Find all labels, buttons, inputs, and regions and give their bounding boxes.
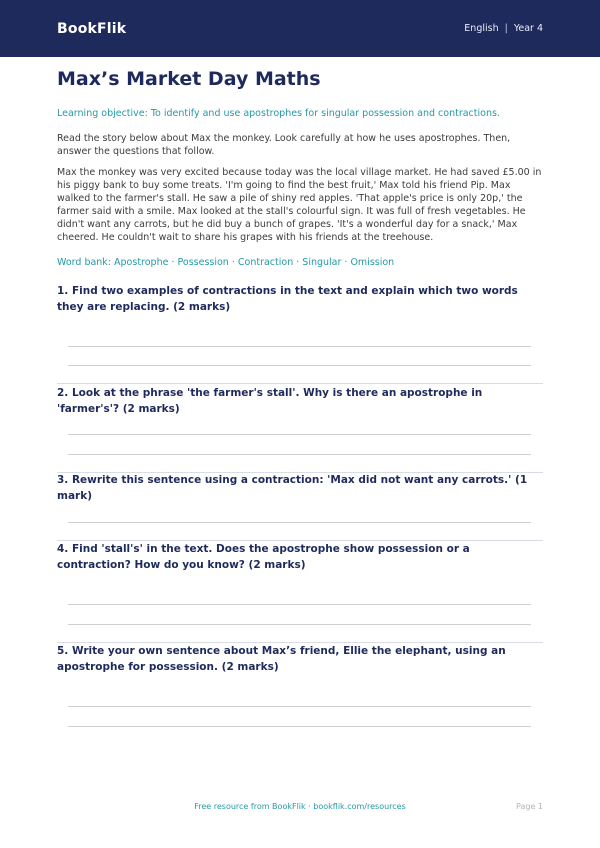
answer-line[interactable] bbox=[68, 434, 531, 435]
page-title: Max’s Market Day Maths bbox=[57, 68, 321, 90]
question-3: 3. Rewrite this sentence using a contraction: 'Max did not want any carrots.' (1 mark) bbox=[57, 474, 528, 502]
answer-line[interactable] bbox=[68, 706, 531, 707]
answer-line[interactable] bbox=[68, 365, 531, 366]
question-1: 1. Find two examples of contractions in the text and explain which two words they are replacing. (2 marks) bbox=[57, 285, 518, 313]
year-label: Year 4 bbox=[513, 23, 543, 34]
story-text: Max the monkey was very excited because today was the local village market. He had saved £5.00 in his piggy bank to buy some treats. 'I'm going to find the best fruit,' Max told his friend Pip. Max walked to the farmer's stall. He saw a pile of shiny red apples. 'That apple's price is only 20p,' the farmer said with a smile. Max looked at the stall's colourful sign. It was full of fresh vegetables. He didn't want any carrots, but he did buy a bunch of grapes. 'It's a wonderful day for a snack,' Max cheered. He couldn't wait to share his grapes with his friends at the treehouse. bbox=[57, 167, 542, 243]
word-bank: Word bank: Apostrophe · Possession · Contraction · Singular · Omission bbox=[57, 257, 395, 268]
question-5: 5. Write your own sentence about Max’s friend, Ellie the elephant, using an apostrophe for possession. (2 marks) bbox=[57, 645, 506, 673]
answer-line[interactable] bbox=[68, 726, 531, 727]
question-4: 4. Find 'stall's' in the text. Does the apostrophe show possession or a contraction? How do you know? (2 marks) bbox=[57, 543, 470, 571]
header-meta bbox=[464, 23, 543, 34]
answer-line[interactable] bbox=[68, 454, 531, 455]
answer-line[interactable] bbox=[68, 346, 531, 347]
answer-line[interactable] bbox=[68, 604, 531, 605]
question-divider bbox=[57, 383, 543, 384]
page-footer bbox=[0, 802, 600, 814]
intro-text: Read the story below about Max the monkey. Look carefully at how he uses apostrophes. Then, answer the questions that follow. bbox=[57, 133, 511, 157]
answer-line[interactable] bbox=[68, 522, 531, 523]
learning-objective: Learning objective: To identify and use apostrophes for singular possession and contractions. bbox=[57, 108, 500, 119]
subject-label: English bbox=[464, 23, 499, 34]
worksheet-body bbox=[57, 64, 543, 269]
header-bar bbox=[0, 0, 600, 57]
answer-line[interactable] bbox=[68, 624, 531, 625]
brand-logo[interactable]: BookFlik bbox=[57, 20, 127, 37]
footer-credit-link[interactable]: Free resource from BookFlik · bookflik.com/resources bbox=[194, 802, 406, 811]
page-number: Page 1 bbox=[516, 802, 543, 811]
question-2: 2. Look at the phrase 'the farmer's stall'. Why is there an apostrophe in 'farmer's'? (2 marks) bbox=[57, 387, 483, 415]
meta-separator: | bbox=[504, 23, 508, 34]
